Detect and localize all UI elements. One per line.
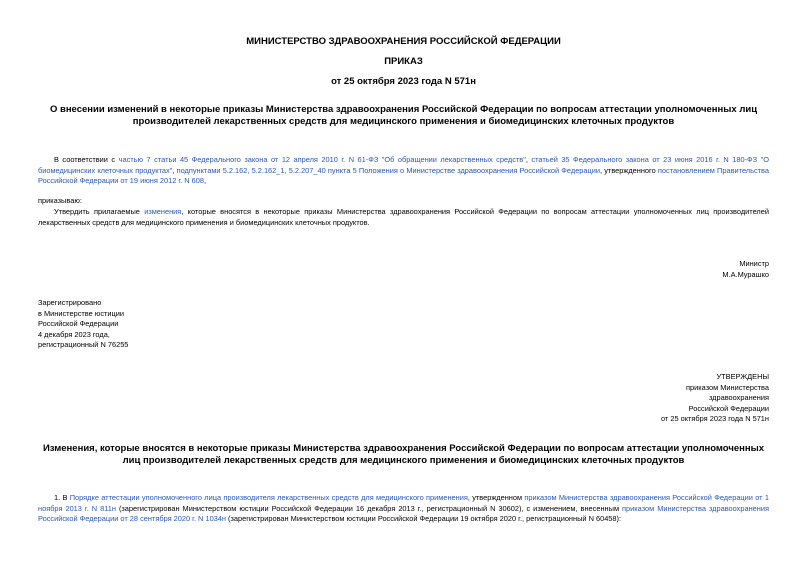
registration-line: регистрационный N 76255: [38, 340, 129, 349]
signature-name: М.А.Мурашко: [722, 269, 769, 279]
item-1-text: (зарегистрирован Министерством юстиции Российской Федерации 19 октября 2020 г., регистрационный N 60458):: [225, 514, 622, 523]
registration-line: в Министерстве юстиции: [38, 308, 125, 318]
doc-date: от 25 октября 2023 года N 571н: [331, 76, 476, 87]
approved-line: УТВЕРЖДЕНЫ: [716, 372, 769, 381]
regulation-subpoints-link[interactable]: подпунктами 5.2.162, 5.2.162_1, 5.2.207_40 пункта 5 Положения о Министерстве здравоохранения Российской Федерации: [176, 165, 601, 175]
item-1-text: (зарегистрирован Министерством юстиции Российской Федерации 16 декабря 2013 г., регистрационный N 30602), с изменением, внесенным: [115, 503, 623, 513]
signature-block: [722, 259, 769, 280]
registration-line: 4 декабря 2023 года,: [38, 329, 110, 339]
approved-block: [661, 372, 769, 425]
approved-line: приказом Министерства: [686, 382, 769, 392]
preamble-text: В соответствии с: [54, 155, 119, 164]
approve-text: , которые вносятся в некоторые приказы Министерства здравоохранения Российской Федерации по вопросам аттестации уполномоченных лиц производителей лекарственных средств для медицинского применения и биомедицинских клеточных продуктов.: [38, 207, 769, 227]
approved-line: здравоохранения: [708, 393, 769, 402]
order-811n-link[interactable]: приказом Министерства здравоохранения Российской Федерации от 1 ноября 2013 г. N 811н: [38, 493, 769, 513]
government-decree-link[interactable]: постановлением Правительства Российской Федерации от 19 июня 2012 г. N 608: [38, 165, 770, 185]
registration-block: [38, 298, 128, 351]
preamble-paragraph: [38, 155, 769, 187]
approve-paragraph: [38, 207, 769, 228]
registration-line: Российской Федерации: [38, 319, 119, 328]
law-61fz-link[interactable]: частью 7 статьи 45 Федерального закона от 12 апреля 2010 г. N 61-ФЗ "Об обращении лекарственных средств": [118, 155, 526, 164]
ministry-heading: МИНИСТЕРСТВО ЗДРАВООХРАНЕНИЯ РОССИЙСКОЙ ФЕДЕРАЦИИ: [246, 36, 561, 47]
signature-position: Министр: [739, 259, 769, 268]
changes-link[interactable]: изменения: [144, 207, 182, 216]
item-1-text: 1. В: [54, 493, 70, 502]
preamble-text: , утвержденного: [600, 165, 658, 175]
attestation-procedure-link[interactable]: Порядке аттестации уполномоченного лица производителя лекарственных средств для медицинского применения: [69, 493, 468, 502]
item-1-text: , утвержденном: [467, 493, 525, 502]
approve-text: Утвердить прилагаемые: [54, 207, 145, 216]
order-1034n-link[interactable]: приказом Министерства здравоохранения Российской Федерации от 28 сентября 2020 г. N 1034н: [38, 503, 769, 523]
order-word: приказываю:: [38, 196, 82, 205]
law-180fz-link[interactable]: статьей 35 Федерального закона от 23 июня 2016 г. N 180-ФЗ "О биомедицинских клеточных продуктах": [38, 155, 770, 175]
order-title: О внесении изменений в некоторые приказы Министерства здравоохранения Российской Федерации по вопросам аттестации уполномоченных лиц производителей лекарственных средств для медицинского применения и биомедицинских клеточных продуктов: [49, 104, 758, 127]
changes-title: Изменения, которые вносятся в некоторые приказы Министерства здравоохранения Российской Федерации по вопросам аттестации уполномоченных лиц производителей лекарственных средств для медицинского применения и биомедицинских клеточных продуктов: [42, 443, 765, 466]
doc-type: ПРИКАЗ: [384, 56, 423, 67]
approved-line: от 25 октября 2023 года N 571н: [660, 414, 769, 423]
preamble-text: ,: [172, 165, 177, 175]
registration-line: Зарегистрировано: [38, 298, 102, 307]
preamble-text: ,: [204, 176, 207, 185]
item-1-paragraph: [38, 493, 769, 525]
approved-line: Российской Федерации: [688, 403, 769, 413]
preamble-text: ,: [525, 155, 532, 164]
